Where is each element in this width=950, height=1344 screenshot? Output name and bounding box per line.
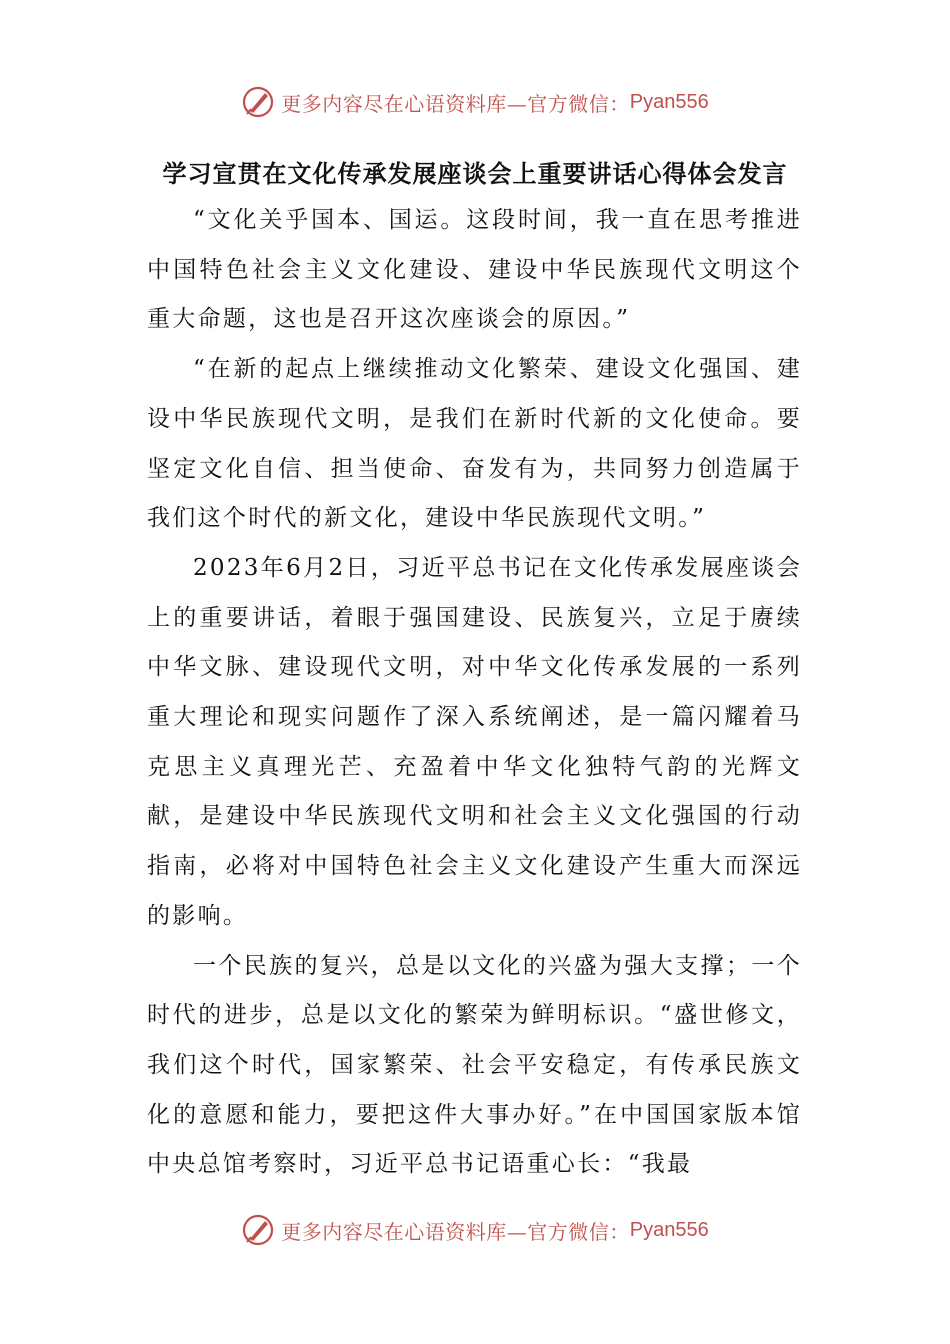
header-watermark [0, 82, 950, 122]
quill-pen-icon [241, 1213, 275, 1247]
paragraph: 一个民族的复兴，总是以文化的兴盛为强大支撑；一个时代的进步，总是以文化的繁荣为鲜明标识。“盛世修文，我们这个时代，国家繁荣、社会平安稳定，有传承民族文化的意愿和能力，要把这件大事办好。”在中国国家版本馆中央总馆考察时，习近平总书记语重心长：“我最 [147, 952, 802, 1178]
watermark-wechat-id: Pyan556 [629, 90, 709, 113]
paragraph: “在新的起点上继续推动文化繁荣、建设文化强国、建设中华民族现代文明，是我们在新时代新的文化使命。要坚定文化自信、担当使命、奋发有为，共同努力创造属于我们这个时代的新文化，建设中华民族现代文明。” [147, 356, 802, 532]
watermark-text: 更多内容尽在心语资料库—官方微信： [281, 91, 630, 116]
document-title: 学习宣贯在文化传承发展座谈会上重要讲话心得体会发言 [162, 160, 788, 188]
paragraph: “文化关乎国本、国运。这段时间，我一直在思考推进中国特色社会主义文化建设、建设中华民族现代文明这个重大命题，这也是召开这次座谈会的原因。” [147, 207, 802, 333]
document-body [147, 196, 802, 1190]
quill-pen-icon [241, 85, 275, 119]
watermark-text: 更多内容尽在心语资料库—官方微信： [281, 1219, 630, 1244]
watermark-wechat-id: Pyan556 [629, 1218, 709, 1241]
footer-watermark [0, 1210, 950, 1250]
paragraph: 2023年6月2日，习近平总书记在文化传承发展座谈会上的重要讲话，着眼于强国建设、民族复兴，立足于赓续中华文脉、建设现代文明，对中华文化传承发展的一系列重大理论和现实问题作了深入系统阐述，是一篇闪耀着马克思主义真理光芒、充盈着中华文化独特气韵的光辉文献，是建设中华民族现代文明和社会主义文化强国的行动指南，必将对中国特色社会主义文化建设产生重大而深远的影响。 [147, 554, 802, 929]
